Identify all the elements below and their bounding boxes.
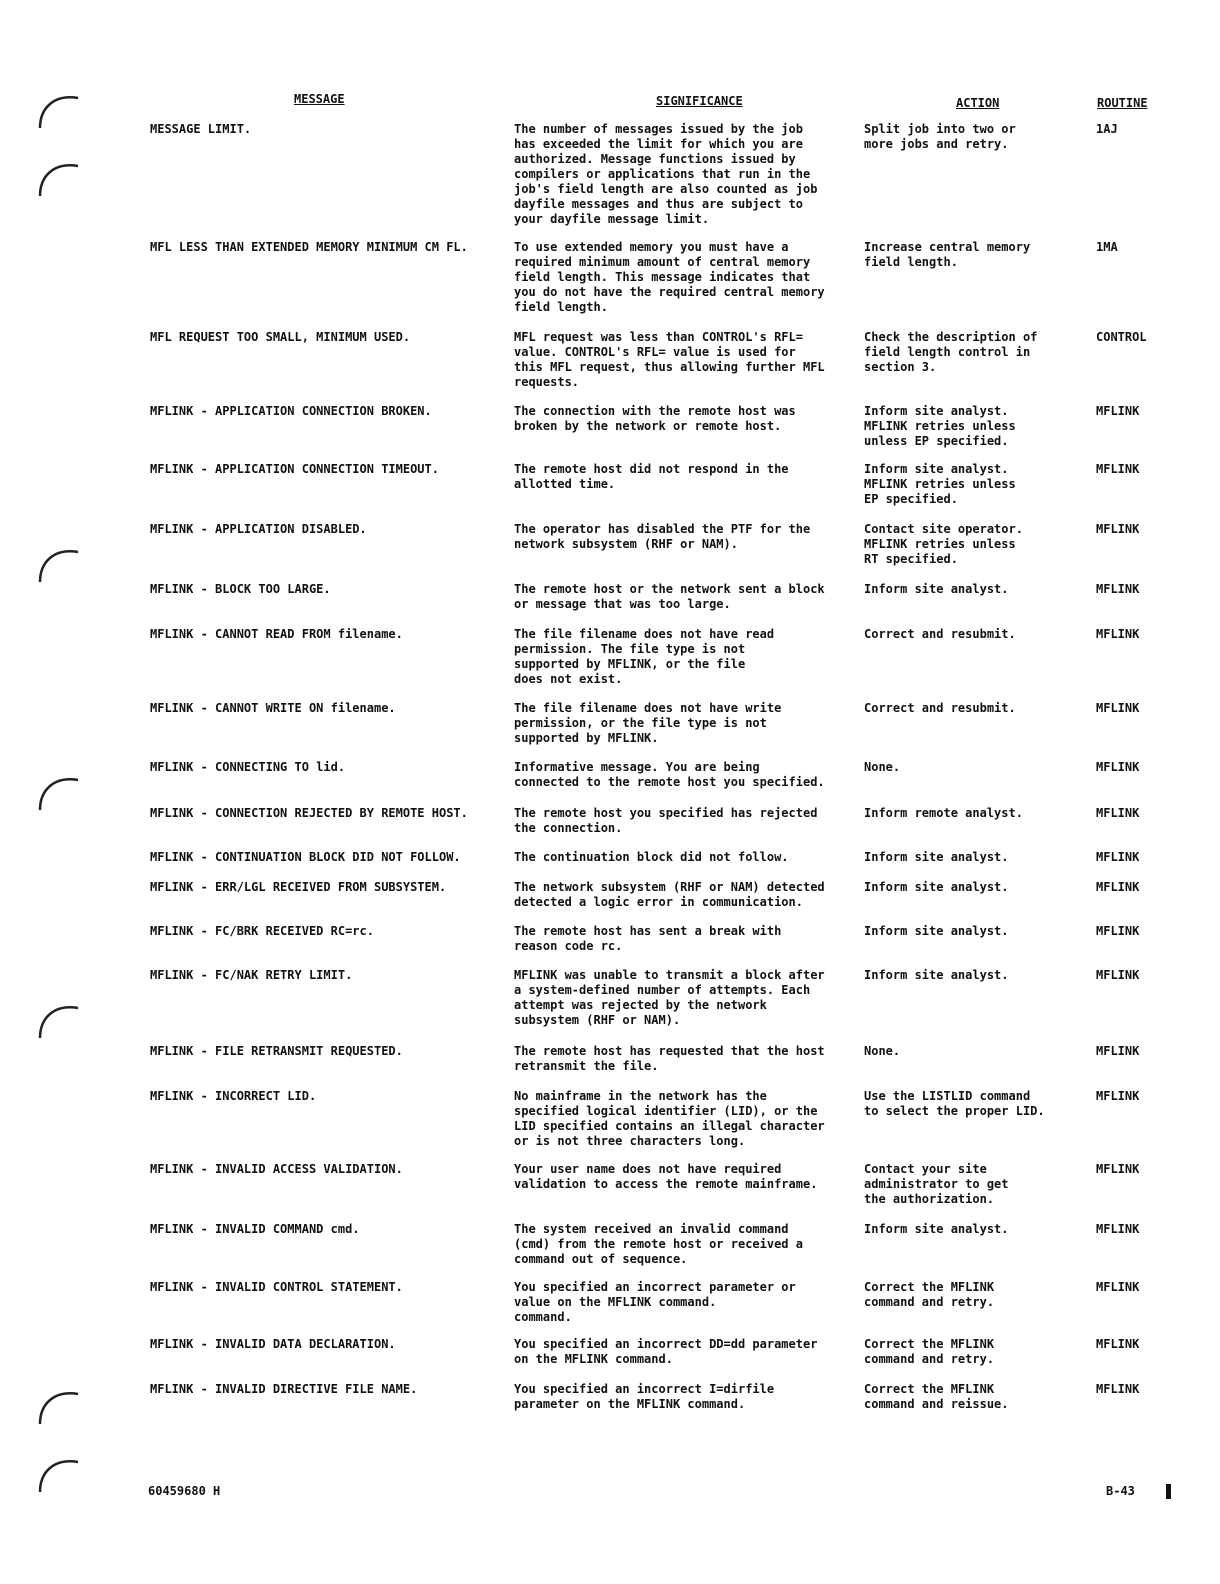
routine-text: MFLINK	[1096, 582, 1140, 596]
routine-text: MFLINK	[1096, 880, 1140, 894]
significance-text: No mainframe in the network has the specified logical identifier (LID), or the LID specified contains an illegal character or is not three characters long.	[514, 1089, 825, 1148]
punch-hole-mark	[34, 998, 82, 1046]
significance-text: The system received an invalid command (cmd) from the remote host or received a command out of sequence.	[514, 1222, 803, 1266]
message-text: MFLINK - CANNOT READ FROM filename.	[150, 627, 403, 641]
routine-text: MFLINK	[1096, 1044, 1140, 1058]
action-text: Correct and resubmit.	[864, 701, 1016, 715]
significance-text: Your user name does not have required validation to access the remote mainframe.	[514, 1162, 818, 1191]
message-text: MFLINK - ERR/LGL RECEIVED FROM SUBSYSTEM.	[150, 880, 447, 894]
punch-hole-mark	[34, 156, 82, 204]
action-text: Increase central memory field length.	[864, 240, 1031, 269]
message-text: MFLINK - FC/BRK RECEIVED RC=rc.	[150, 924, 374, 938]
significance-text: MFL request was less than CONTROL's RFL= value. CONTROL's RFL= value is used for this MFL request, thus allowing further MFL requests.	[514, 330, 825, 389]
message-text: MFLINK - CANNOT WRITE ON filename.	[150, 701, 396, 715]
message-text: MFLINK - APPLICATION CONNECTION TIMEOUT.	[150, 462, 439, 476]
significance-text: The number of messages issued by the job has exceeded the limit for which you are authorized. Message functions issued by compilers or applications that run in the job's field length are also counted as job dayfile messages and thus are subject to your dayfile message limit.	[514, 122, 818, 226]
significance-text: The operator has disabled the PTF for the network subsystem (RHF or NAM).	[514, 522, 811, 551]
routine-text: MFLINK	[1096, 1222, 1140, 1236]
significance-text: The network subsystem (RHF or NAM) detected detected a logic error in communication.	[514, 880, 825, 909]
message-text: MFLINK - APPLICATION CONNECTION BROKEN.	[150, 404, 432, 418]
significance-text: MFLINK was unable to transmit a block after a system-defined number of attempts. Each attempt was rejected by the network subsystem (RHF or NAM).	[514, 968, 825, 1027]
column-header-message: MESSAGE	[294, 92, 345, 106]
message-text: MFLINK - CONTINUATION BLOCK DID NOT FOLLOW.	[150, 850, 461, 864]
action-text: Inform site analyst. MFLINK retries unless EP specified.	[864, 462, 1016, 506]
routine-text: 1AJ	[1096, 122, 1118, 136]
message-text: MFLINK - CONNECTION REJECTED BY REMOTE HOST.	[150, 806, 468, 820]
significance-text: The remote host or the network sent a block or message that was too large.	[514, 582, 825, 611]
routine-text: MFLINK	[1096, 806, 1140, 820]
action-text: Correct the MFLINK command and reissue.	[864, 1382, 1009, 1411]
page-number: B-43	[1106, 1484, 1135, 1498]
action-text: Contact your site administrator to get the authorization.	[864, 1162, 1009, 1206]
action-text: Inform site analyst.	[864, 924, 1009, 938]
significance-text: The remote host did not respond in the allotted time.	[514, 462, 789, 491]
routine-text: MFLINK	[1096, 627, 1140, 641]
message-text: MFLINK - INVALID CONTROL STATEMENT.	[150, 1280, 403, 1294]
message-text: MFLINK - APPLICATION DISABLED.	[150, 522, 367, 536]
punch-hole-mark	[34, 770, 82, 818]
routine-text: MFLINK	[1096, 462, 1140, 476]
message-text: MFL LESS THAN EXTENDED MEMORY MINIMUM CM FL.	[150, 240, 468, 254]
significance-text: The file filename does not have read permission. The file type is not supported by MFLINK, or the file does not exist.	[514, 627, 775, 686]
action-text: None.	[864, 1044, 901, 1058]
routine-text: MFLINK	[1096, 850, 1140, 864]
document-number: 60459680 H	[148, 1484, 221, 1498]
routine-text: 1MA	[1096, 240, 1118, 254]
action-text: Contact site operator. MFLINK retries unless RT specified.	[864, 522, 1023, 566]
routine-text: MFLINK	[1096, 1089, 1140, 1103]
action-text: None.	[864, 760, 901, 774]
message-text: MFLINK - INVALID COMMAND cmd.	[150, 1222, 360, 1236]
routine-text: MFLINK	[1096, 1162, 1140, 1176]
message-text: MFLINK - INVALID DIRECTIVE FILE NAME.	[150, 1382, 418, 1396]
action-text: Correct and resubmit.	[864, 627, 1016, 641]
significance-text: The connection with the remote host was broken by the network or remote host.	[514, 404, 796, 433]
significance-text: The remote host has requested that the host retransmit the file.	[514, 1044, 825, 1073]
routine-text: MFLINK	[1096, 701, 1140, 715]
action-text: Inform site analyst. MFLINK retries unless unless EP specified.	[864, 404, 1016, 448]
significance-text: The remote host has sent a break with reason code rc.	[514, 924, 782, 953]
message-text: MFLINK - INCORRECT LID.	[150, 1089, 317, 1103]
routine-text: MFLINK	[1096, 760, 1140, 774]
punch-hole-mark	[34, 542, 82, 590]
routine-text: MFLINK	[1096, 1382, 1140, 1396]
change-bar	[1166, 1484, 1171, 1499]
routine-text: MFLINK	[1096, 522, 1140, 536]
significance-text: To use extended memory you must have a required minimum amount of central memory field length. This message indicates that you do not have the required central memory field length.	[514, 240, 825, 314]
routine-text: MFLINK	[1096, 1337, 1140, 1351]
significance-text: The remote host you specified has rejected the connection.	[514, 806, 818, 835]
action-text: Inform remote analyst.	[864, 806, 1023, 820]
message-text: MESSAGE LIMIT.	[150, 122, 252, 136]
significance-text: You specified an incorrect DD=dd parameter on the MFLINK command.	[514, 1337, 818, 1366]
action-text: Use the LISTLID command to select the proper LID.	[864, 1089, 1045, 1118]
action-text: Inform site analyst.	[864, 1222, 1009, 1236]
message-text: MFLINK - CONNECTING TO lid.	[150, 760, 346, 774]
significance-text: The continuation block did not follow.	[514, 850, 789, 864]
punch-hole-mark	[34, 88, 82, 136]
action-text: Inform site analyst.	[864, 850, 1009, 864]
punch-hole-mark	[34, 1452, 82, 1500]
column-header-significance: SIGNIFICANCE	[656, 94, 743, 108]
message-text: MFLINK - FILE RETRANSMIT REQUESTED.	[150, 1044, 403, 1058]
action-text: Split job into two or more jobs and retry.	[864, 122, 1016, 151]
routine-text: MFLINK	[1096, 1280, 1140, 1294]
action-text: Inform site analyst.	[864, 968, 1009, 982]
routine-text: MFLINK	[1096, 968, 1140, 982]
action-text: Inform site analyst.	[864, 880, 1009, 894]
significance-text: The file filename does not have write permission, or the file type is not supported by MFLINK.	[514, 701, 782, 745]
routine-text: MFLINK	[1096, 924, 1140, 938]
message-text: MFLINK - FC/NAK RETRY LIMIT.	[150, 968, 353, 982]
significance-text: Informative message. You are being connected to the remote host you specified.	[514, 760, 825, 789]
action-text: Correct the MFLINK command and retry.	[864, 1280, 995, 1309]
column-header-routine: ROUTINE	[1097, 96, 1148, 110]
message-text: MFLINK - INVALID ACCESS VALIDATION.	[150, 1162, 403, 1176]
action-text: Correct the MFLINK command and retry.	[864, 1337, 995, 1366]
action-text: Check the description of field length control in section 3.	[864, 330, 1038, 374]
routine-text: CONTROL	[1096, 330, 1147, 344]
action-text: Inform site analyst.	[864, 582, 1009, 596]
column-header-action: ACTION	[956, 96, 1000, 110]
significance-text: You specified an incorrect I=dirfile parameter on the MFLINK command.	[514, 1382, 775, 1411]
punch-hole-mark	[34, 1384, 82, 1432]
message-text: MFL REQUEST TOO SMALL, MINIMUM USED.	[150, 330, 411, 344]
message-text: MFLINK - BLOCK TOO LARGE.	[150, 582, 331, 596]
significance-text: You specified an incorrect parameter or value on the MFLINK command. command.	[514, 1280, 796, 1324]
message-text: MFLINK - INVALID DATA DECLARATION.	[150, 1337, 396, 1351]
routine-text: MFLINK	[1096, 404, 1140, 418]
